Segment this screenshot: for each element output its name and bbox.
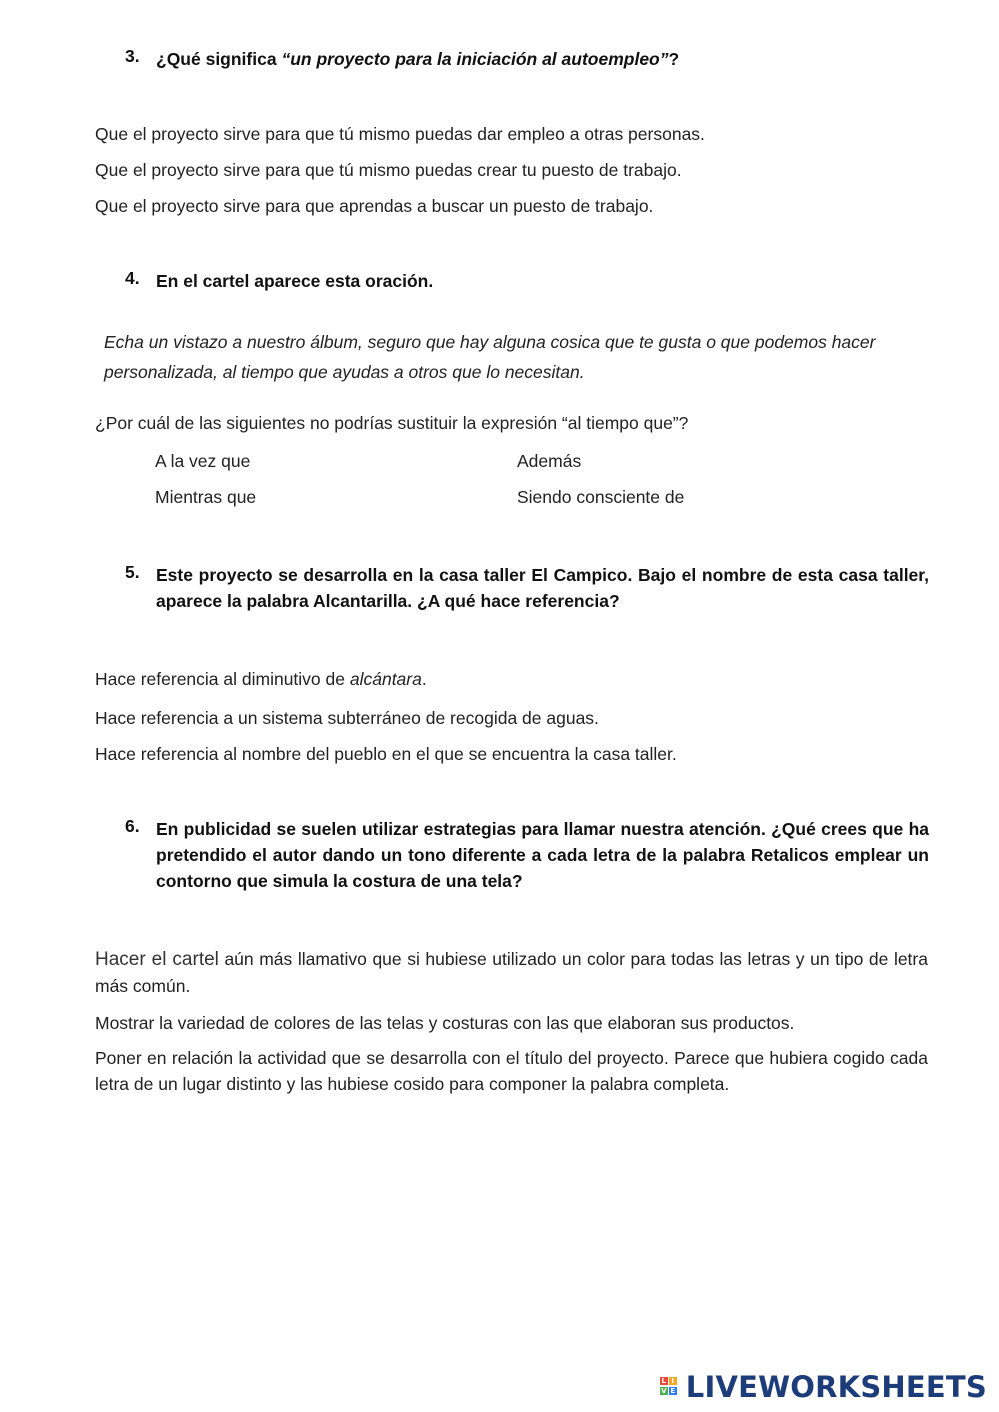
answer-option[interactable]: Mostrar la variedad de colores de las telas y costuras con las que elaboran sus productos.	[95, 1013, 795, 1033]
answer-option[interactable]: Hacer el cartel aún más llamativo que si hubiese utilizado un color para todas las letras y un tipo de letra más común.	[95, 949, 928, 996]
answer-option[interactable]: Hace referencia al nombre del pueblo en el que se encuentra la casa taller.	[95, 744, 677, 764]
question-number: 4.	[125, 268, 140, 288]
answer-option[interactable]: A la vez que	[155, 451, 251, 471]
logo-icon: L I V E	[661, 1377, 676, 1395]
answer-option[interactable]: Que el proyecto sirve para que aprendas a buscar un puesto de trabajo.	[95, 196, 654, 216]
question-text: En publicidad se suelen utilizar estrategias para llamar nuestra atención. ¿Qué crees que ha pretendido el autor dando un tono diferente a cada letra de la palabra Retalicos emplear un contorno que simula la costura de una tela?	[156, 819, 929, 891]
question-number: 3.	[125, 46, 140, 66]
liveworksheets-logo[interactable]	[660, 1370, 987, 1404]
answer-option[interactable]: Hace referencia a un sistema subterráneo de recogida de aguas.	[95, 708, 599, 728]
question-text: ¿Qué significa “un proyecto para la iniciación al autoempleo”?	[156, 49, 680, 69]
answer-option[interactable]: Hace referencia al diminutivo de alcántara.	[95, 669, 427, 689]
answer-option[interactable]: Además	[517, 451, 582, 471]
answer-option[interactable]: Mientras que	[155, 487, 257, 507]
answer-option[interactable]: Siendo consciente de	[517, 487, 685, 507]
logo-text: LIVEWORKSHEETS	[685, 1370, 987, 1404]
answer-hint: Hacer el cartel	[95, 949, 219, 970]
question-number: 6.	[125, 816, 140, 836]
answer-option[interactable]: Que el proyecto sirve para que tú mismo puedas dar empleo a otras personas.	[95, 124, 705, 144]
question-text: Este proyecto se desarrolla en la casa taller El Campico. Bajo el nombre de esta casa taller, aparece la palabra Alcantarilla. ¿A qué hace referencia?	[156, 565, 929, 611]
question-number: 5.	[125, 562, 140, 582]
poster-quote: Echa un vistazo a nuestro álbum, seguro que hay alguna cosica que te gusta o que podemos hacer personalizada, al tiempo que ayudas a otros que lo necesitan.	[104, 332, 876, 382]
answer-option[interactable]: Poner en relación la actividad que se desarrolla con el título del proyecto. Parece que hubiera cogido cada letra de un lugar distinto y las hubiese cosido para componer la palabra completa.	[95, 1048, 928, 1094]
question-prompt: ¿Por cuál de las siguientes no podrías sustituir la expresión “al tiempo que”?	[95, 413, 689, 433]
question-text: En el cartel aparece esta oración.	[156, 271, 434, 291]
answer-option[interactable]: Que el proyecto sirve para que tú mismo puedas crear tu puesto de trabajo.	[95, 160, 682, 180]
